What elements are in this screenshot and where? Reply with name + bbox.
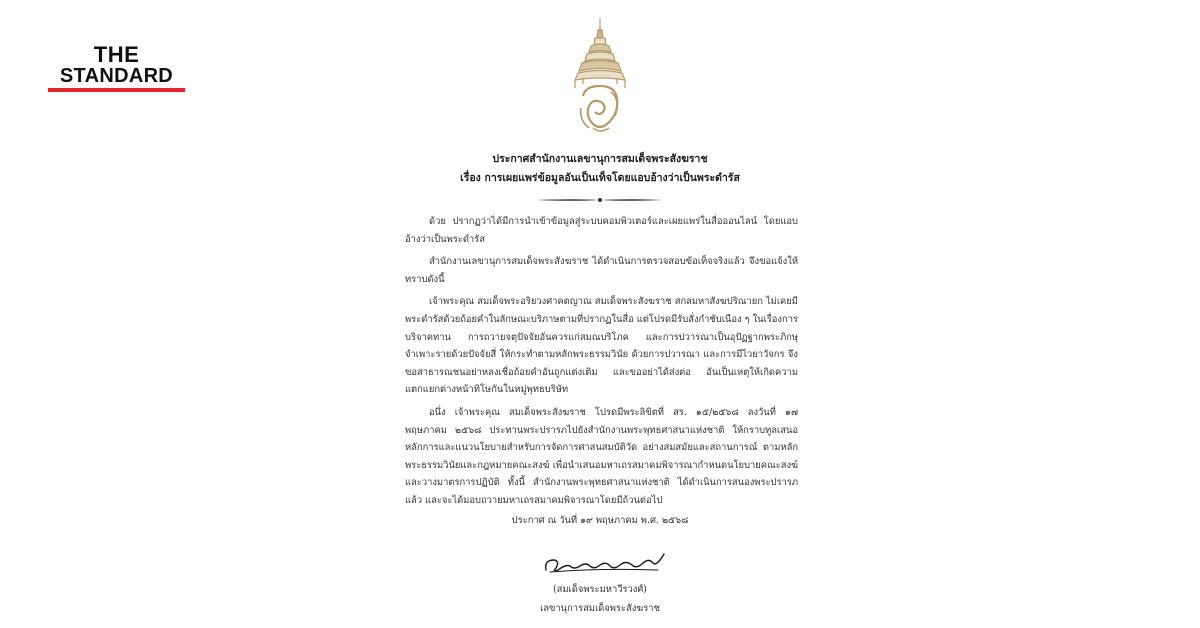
signer-title: เลขานุการสมเด็จพระสังฆราช — [540, 603, 660, 614]
paragraph: ด้วย ปรากฏว่าได้มีการนำเข้าข้อมูลสู่ระบบคอมพิวเตอร์และเผยแพร่ในสื่อออนไลน์ โดยแอบอ้างว่าเป็นพระดำรัส — [405, 216, 798, 245]
brand-logo-line2: STANDARD — [59, 65, 174, 87]
ornament-divider — [535, 195, 665, 205]
paragraph: สำนักงานเลขานุการสมเด็จพระสังฆราช ได้ดำเนินการตรวจสอบข้อเท็จจริงแล้ว จึงขอแจ้งให้ทราบดังนี้ — [405, 256, 798, 285]
announcement-title: ประกาศสำนักงานเลขานุการสมเด็จพระสังฆราช — [492, 153, 708, 165]
paragraph: เจ้าพระคุณ สมเด็จพระอริยวงศาคตญาณ สมเด็จพระสังฆราช สกลมหาสังฆปริณายก ไม่เคยมีพระดำรัสด้วยถ้อยคำในลักษณะบริภาษตามที่ปรากฏในสื่อ แต่โปรดมีรับสั่งกำชับเนือง ๆ ในเรื่องการบริจาคทาน การถวายจตุปัจจัยอันควรแก่สมณบริโภค และการปวารณาเป็นอุปัฏฐากพระภิกษุจำเพาะรายด้วยปัจจัยสี่ ให้กระทำตามหลักพระธรรมวินัย ด้วยการปวารณา และการมีไวยาวัจกร จึงขอสาธารณชนอย่าหลงเชื่อถ้อยคำอันถูกแต่งเติม และขออย่าได้ส่งต่อ อันเป็นเหตุให้เกิดความแตกแยกต่างหน้าทิโษกันในหมู่พุทธบริษัท — [405, 296, 798, 396]
announcement-body — [405, 213, 798, 515]
brand-logo-underline — [48, 88, 185, 92]
announcement-date: ประกาศ ณ วันที่ ๑๙ พฤษภาคม พ.ศ. ๒๕๖๘ — [511, 515, 689, 526]
brand-logo — [48, 44, 185, 92]
royal-emblem-icon — [565, 16, 635, 138]
signer-name: (สมเด็จพระมหาวีรวงศ์) — [553, 584, 647, 595]
announcement-subject: เรื่อง การเผยแพร่ข้อมูลอันเป็นเท็จโดยแอบอ้างว่าเป็นพระดำรัส — [460, 172, 740, 184]
paragraph: อนึ่ง เจ้าพระคุณ สมเด็จพระสังฆราช โปรดมีพระลิขิตที่ สร. ๑๕/๒๕๖๘ ลงวันที่ ๑๗ พฤษภาคม ๒๕๖๘ ประทานพระปรารภไปยังสำนักงานพระพุทธศาสนาแห่งชาติ ให้กราบทูลเสนอหลักการและแนวนโยบายสำหรับการจัดการศาสนสมบัติวัด อย่างสมสมัยและสถานการณ์ ตามหลักพระธรรมวินัยและกฎหมายคณะสงฆ์ เพื่อนำเสนอมหาเถรสมาคมพิจารณากำหนดนโยบายคณะสงฆ์ และวางมาตรการปฏิบัติ ทั้งนี้ สำนักงานพระพุทธศาสนาแห่งชาติ ได้ดำเนินการสนองพระปรารภแล้ว และจะได้มอบถวายมหาเถรสมาคมพิจารณาโดยมีถ้วนต่อไป — [405, 406, 798, 506]
brand-logo-line1: THE — [93, 42, 140, 67]
signature-mark — [540, 548, 670, 576]
